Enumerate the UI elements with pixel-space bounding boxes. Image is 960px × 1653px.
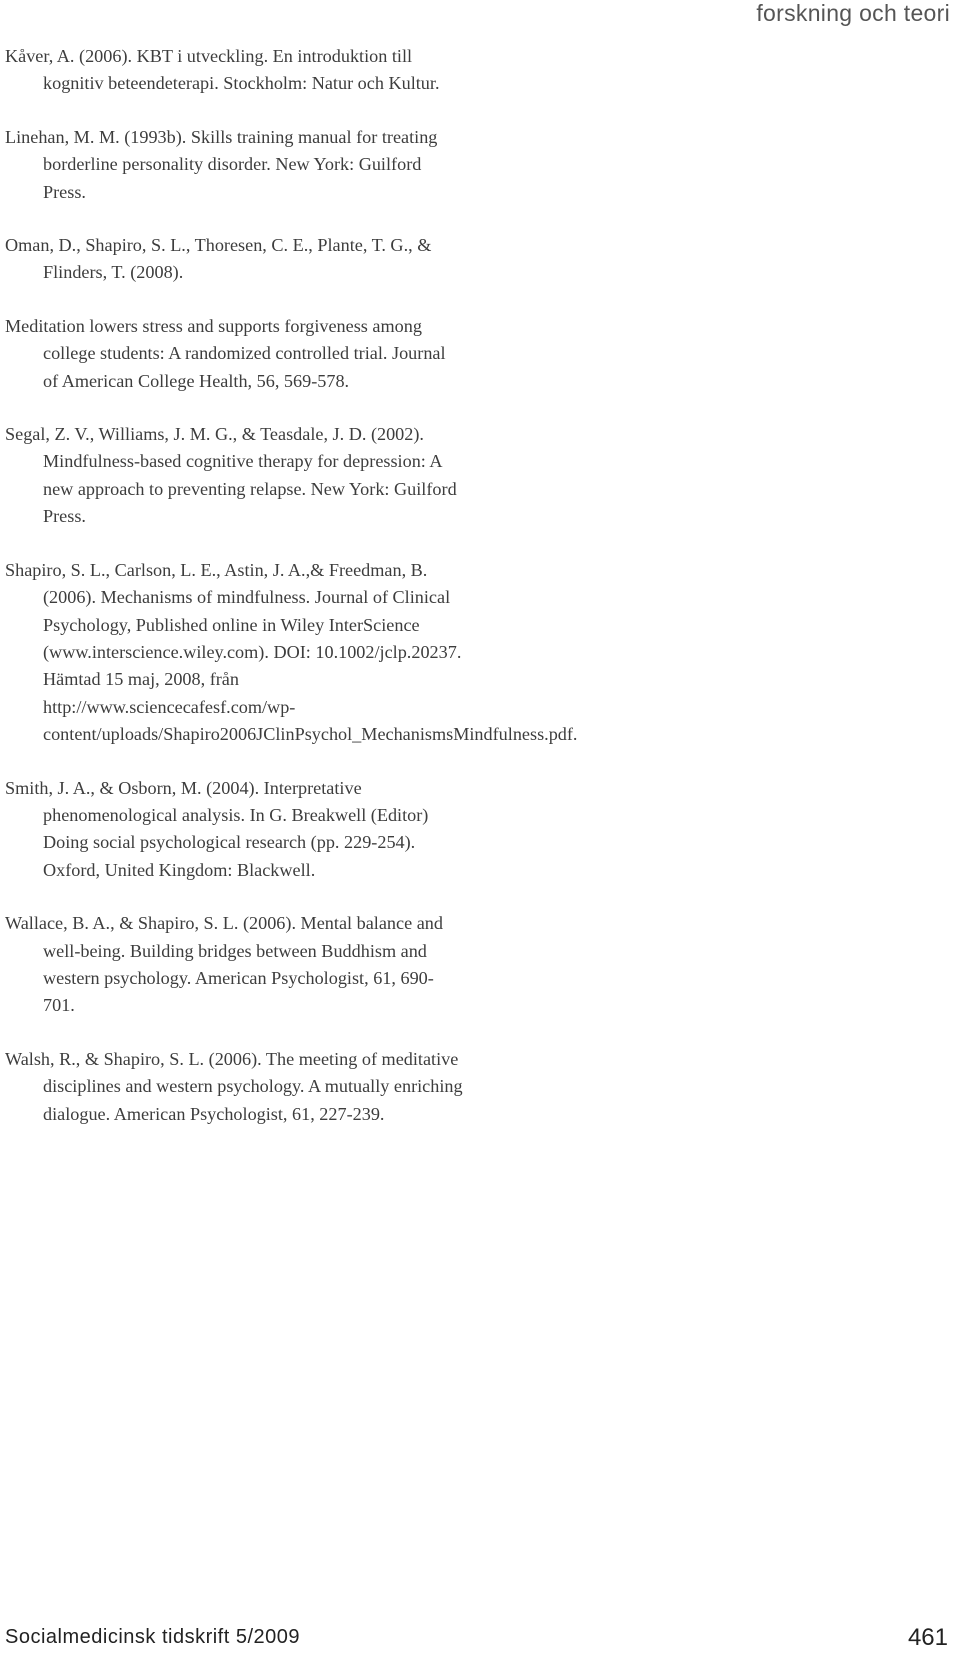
reference-item: Segal, Z. V., Williams, J. M. G., & Teasdale, J. D. (2002). Mindfulness-based cognitive therapy for depression: A new approach to preventing relapse. New York: Guilford Press.	[5, 424, 457, 527]
reference-item: Oman, D., Shapiro, S. L., Thoresen, C. E., Plante, T. G., & Flinders, T. (2008).	[5, 235, 432, 283]
reference-item: Shapiro, S. L., Carlson, L. E., Astin, J. A.,& Freedman, B. (2006). Mechanisms of mindfulness. Journal of Clinical Psychology, Published online in Wiley InterScience (www.interscience.wiley.com). DOI: 10.1002/jclp.20237. Hämtad 15 maj, 2008, från http://www.sciencecafesf.com/wp- content/uploads/Shapiro2006JClinPsychol_MechanismsMindfulness.pdf.	[5, 559, 578, 745]
journal-footer: Socialmedicinsk tidskrift 5/2009	[5, 1626, 301, 1648]
page-number: 461	[907, 1624, 948, 1651]
reference-item: Smith, J. A., & Osborn, M. (2004). Interpretative phenomenological analysis. In G. Breakwell (Editor) Doing social psychological research (pp. 229-254). Oxford, United Kingdom: Blackwell.	[5, 777, 429, 880]
reference-item: Wallace, B. A., & Shapiro, S. L. (2006). Mental balance and well-being. Building bridges between Buddhism and western psychology. American Psychologist, 61, 690-701.	[5, 913, 443, 1016]
section-header: forskning och teori	[756, 0, 950, 26]
reference-item: Kåver, A. (2006). KBT i utveckling. En introduktion till kognitiv beteendeterapi. Stockholm: Natur och Kultur.	[5, 46, 440, 94]
reference-item: Walsh, R., & Shapiro, S. L. (2006). The meeting of meditative disciplines and western psychology. A mutually enriching dialogue. American Psychologist, 61, 227-239.	[5, 1048, 463, 1124]
reference-list	[5, 43, 578, 1128]
reference-item: Linehan, M. M. (1993b). Skills training manual for treating borderline personality disorder. New York: Guilford Press.	[5, 126, 438, 202]
reference-item: Meditation lowers stress and supports forgiveness among college students: A randomized controlled trial. Journal of American College Health, 56, 569-578.	[5, 315, 446, 391]
